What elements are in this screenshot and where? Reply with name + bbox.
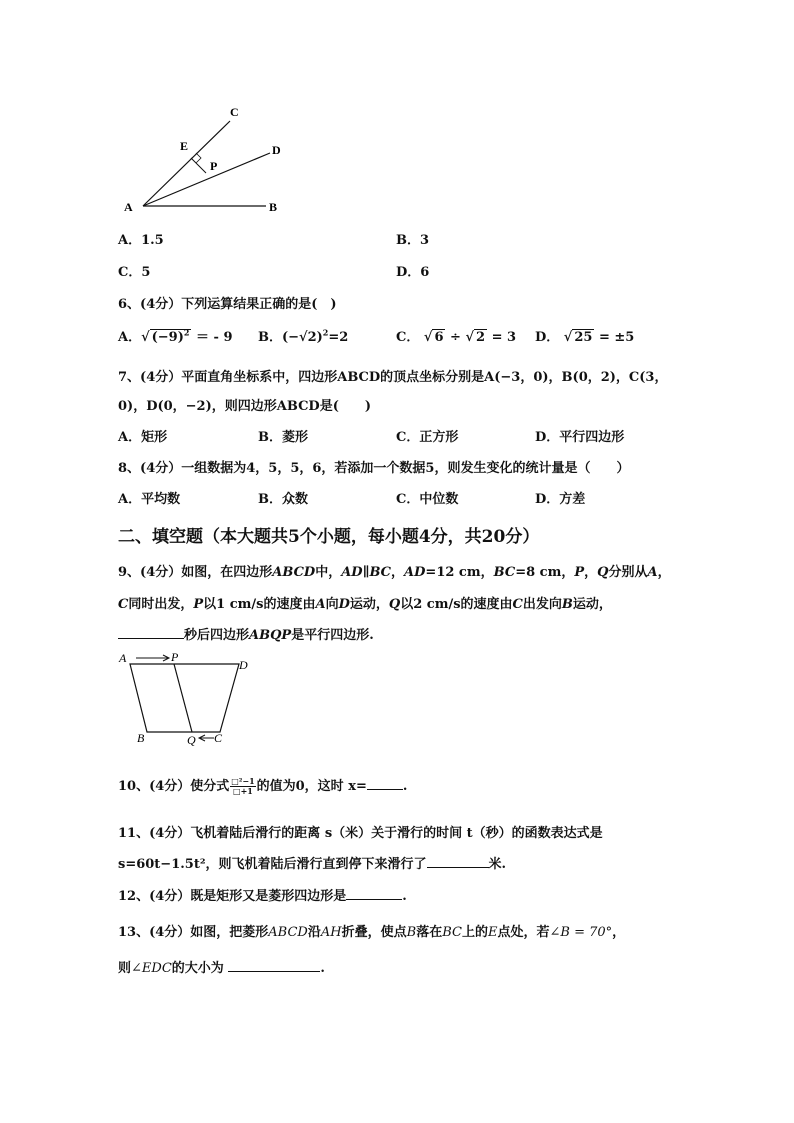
label-c: C bbox=[214, 731, 223, 745]
q8-option-b[interactable]: B．众数 bbox=[258, 492, 308, 507]
q13-answer-blank[interactable] bbox=[228, 957, 320, 972]
q13-b: B bbox=[406, 925, 417, 940]
q9-l3-text-2: 是平行四边形. bbox=[291, 628, 374, 643]
q9-l2-c: C bbox=[118, 597, 129, 612]
q13-line1 bbox=[118, 921, 625, 940]
q6-b-result: =2 bbox=[328, 330, 349, 345]
q12-text-1: 12、(4分）既是矩形又是菱形四边形是 bbox=[118, 889, 347, 904]
q9-l2-text-2: 以1 cm/s的速度由 bbox=[203, 597, 316, 612]
ray-ad bbox=[143, 153, 270, 206]
q9-text-8: ， bbox=[657, 565, 671, 580]
q10-denominator: □+1 bbox=[233, 786, 253, 796]
q13-e: E bbox=[487, 925, 498, 940]
q10-numerator: □²−1 bbox=[231, 776, 255, 786]
label-a: A bbox=[119, 651, 127, 665]
q9-l2-a: A bbox=[315, 597, 326, 612]
q5-option-c[interactable]: C．5 bbox=[118, 265, 151, 280]
q6-stem: 6、(4分）下列运算结果正确的是( ) bbox=[118, 297, 337, 312]
q9-l2-d: D bbox=[338, 597, 350, 612]
q6-option-d[interactable]: D． √ 25 = ±5 bbox=[535, 330, 635, 345]
q6-option-b[interactable] bbox=[258, 326, 348, 345]
q9-abqp: ABQP bbox=[249, 628, 292, 643]
q5-option-a[interactable]: A．1.5 bbox=[118, 233, 164, 248]
q8-option-d[interactable]: D．方差 bbox=[535, 492, 586, 507]
q10-text-2: 的值为0，这时 x= bbox=[256, 779, 367, 794]
q13-text-2: 沿 bbox=[307, 925, 321, 940]
q9-answer-blank[interactable] bbox=[118, 624, 184, 639]
q6-d-result: = ±5 bbox=[598, 330, 635, 345]
q9-text-1: 9、(4分）如图，在四边形 bbox=[118, 565, 273, 580]
q6-a-exp: 2 bbox=[183, 327, 190, 338]
q10-text-1: 10、(4分）使分式 bbox=[118, 779, 230, 794]
section-title-fill-in: 二、填空题（本大题共5个小题，每小题4分，共20分） bbox=[118, 527, 540, 547]
q10-text-3: . bbox=[402, 779, 408, 794]
q13-text-4: 落在 bbox=[416, 925, 443, 940]
q13-line2 bbox=[118, 957, 325, 976]
q6-c-result: = 3 bbox=[491, 330, 517, 345]
q6-option-a[interactable] bbox=[118, 326, 233, 345]
q7-option-b[interactable]: B．菱形 bbox=[258, 430, 308, 445]
q10-answer-blank[interactable] bbox=[367, 775, 403, 790]
q13-angle-b: ∠B = 70° bbox=[549, 925, 613, 940]
q13-l2-text-3: . bbox=[320, 961, 325, 976]
q9-ad-bc: AD∥BC bbox=[341, 565, 392, 580]
q10-fraction bbox=[230, 777, 255, 796]
q9-l2-text-3: 向 bbox=[325, 597, 339, 612]
q13-l2-text-2: 的大小为 bbox=[171, 961, 224, 976]
q7-option-d[interactable]: D．平行四边形 bbox=[535, 430, 625, 445]
q12-text-2: . bbox=[402, 889, 407, 904]
q9-text-6: ， bbox=[584, 565, 598, 580]
label-c: C bbox=[230, 105, 239, 119]
q7-line2: 0)，D(0，−2)，则四边形ABCD是( ) bbox=[118, 399, 371, 414]
q6-d-r: 25 bbox=[574, 330, 593, 345]
q9-l2-text-1: 同时出发， bbox=[128, 597, 194, 612]
q9-l2-text-6: 出发向 bbox=[522, 597, 562, 612]
trapezoid-outline bbox=[130, 664, 239, 732]
q10-line bbox=[118, 775, 407, 796]
q13-bc: BC bbox=[442, 925, 462, 940]
q9-p: P bbox=[574, 565, 585, 580]
q8-stem: 8、(4分）一组数据为4，5，5，6，若添加一个数据5，则发生变化的统计量是（ ） bbox=[118, 461, 630, 476]
q7-line1: 7、(4分）平面直角坐标系中，四边形ABCD的顶点坐标分别是A(−3，0)，B(0，2)，C(3， bbox=[118, 370, 668, 385]
q7-option-c[interactable]: C．正方形 bbox=[396, 430, 459, 445]
q6-b-label: B． bbox=[258, 330, 282, 345]
q13-l2-text-1: 则 bbox=[118, 961, 132, 976]
label-q: Q bbox=[187, 733, 196, 747]
q9-line2 bbox=[118, 593, 612, 612]
q6-d-label: D． bbox=[535, 330, 560, 345]
q6-c-label: C． bbox=[396, 330, 420, 345]
q9-text-2: 中， bbox=[315, 565, 342, 580]
q6-b-expr: (−√2) bbox=[282, 330, 323, 345]
q9-line1 bbox=[118, 561, 671, 580]
q9-bc: BC bbox=[493, 565, 516, 580]
label-p: P bbox=[171, 650, 179, 664]
q9-ad: AD bbox=[404, 565, 426, 580]
label-e: E bbox=[180, 139, 189, 153]
q5-option-b[interactable]: B．3 bbox=[396, 233, 430, 248]
q13-text-1: 13、(4分）如图，把菱形 bbox=[118, 925, 269, 940]
q13-text-5: 上的 bbox=[461, 925, 488, 940]
q13-text-6: 点处，若 bbox=[497, 925, 550, 940]
q9-l2-q: Q bbox=[388, 597, 401, 612]
q6-a-label: A． bbox=[118, 330, 142, 345]
q9-text-5: =8 cm， bbox=[515, 565, 575, 580]
q9-text-4: =12 cm， bbox=[425, 565, 494, 580]
q9-l2-text-4: 运动， bbox=[349, 597, 389, 612]
q9-line3 bbox=[118, 624, 374, 643]
label-b: B bbox=[137, 731, 145, 745]
segment-pq bbox=[174, 664, 192, 732]
q6-c-r2: 2 bbox=[476, 330, 486, 345]
q13-abcd: ABCD bbox=[268, 925, 308, 940]
q6-b-exp: 2 bbox=[322, 327, 329, 338]
label-a: A bbox=[124, 200, 133, 214]
q9-text-7: 分别从 bbox=[608, 565, 648, 580]
q13-text-7: ， bbox=[612, 925, 626, 940]
q8-option-c[interactable]: C．中位数 bbox=[396, 492, 459, 507]
q6-c-op: ÷ bbox=[450, 330, 461, 345]
right-angle-mark bbox=[196, 153, 201, 163]
q9-l2-b: B bbox=[561, 597, 573, 612]
q11-text-1: s=60t−1.5t²，则飞机着陆后滑行直到停下来滑行了 bbox=[118, 857, 427, 872]
q6-a-radicand: (−9) bbox=[151, 330, 184, 345]
q9-l3-text-1: 秒后四边形 bbox=[184, 628, 250, 643]
q11-line1: 11、(4分）飞机着陆后滑行的距离 s（米）关于滑行的时间 t（秒）的函数表达式是 bbox=[118, 826, 603, 841]
q12-answer-blank[interactable] bbox=[346, 885, 402, 900]
figure-angle-abc bbox=[118, 100, 308, 215]
q9-text-3: ， bbox=[391, 565, 405, 580]
label-b: B bbox=[269, 200, 278, 214]
q9-l2-text-7: 运动， bbox=[572, 597, 612, 612]
q6-a-sqrt: √ $(-9)^2$ bbox=[141, 327, 190, 345]
q6-a-result: ＝ - 9 bbox=[196, 330, 233, 345]
q11-text-2: 米. bbox=[488, 857, 507, 872]
q9-l2-p: P bbox=[193, 597, 204, 612]
q13-angle-edc: ∠EDC bbox=[131, 961, 172, 976]
label-p: P bbox=[210, 159, 218, 173]
q7-option-a[interactable]: A．矩形 bbox=[118, 430, 168, 445]
q13-ah: AH bbox=[320, 925, 342, 940]
q8-option-a[interactable]: A．平均数 bbox=[118, 492, 181, 507]
q9-l2-text-5: 以2 cm/s的速度由 bbox=[400, 597, 513, 612]
q11-answer-blank[interactable] bbox=[427, 853, 489, 868]
q9-a: A bbox=[647, 565, 658, 580]
q13-text-3: 折叠，使点 bbox=[341, 925, 407, 940]
q11-line2 bbox=[118, 853, 506, 872]
q5-option-d[interactable]: D．6 bbox=[396, 265, 430, 280]
label-d: D bbox=[272, 143, 281, 157]
label-d: D bbox=[239, 658, 248, 672]
q6-option-c[interactable]: C． √ 6 ÷ √ 2 = 3 bbox=[396, 330, 517, 345]
q6-c-r1: 6 bbox=[434, 330, 444, 345]
q9-l2-c2: C bbox=[512, 597, 523, 612]
q9-abcd: ABCD bbox=[272, 565, 316, 580]
figure-trapezoid-abcd bbox=[114, 648, 254, 748]
q12-line bbox=[118, 885, 407, 904]
q9-q: Q bbox=[597, 565, 609, 580]
